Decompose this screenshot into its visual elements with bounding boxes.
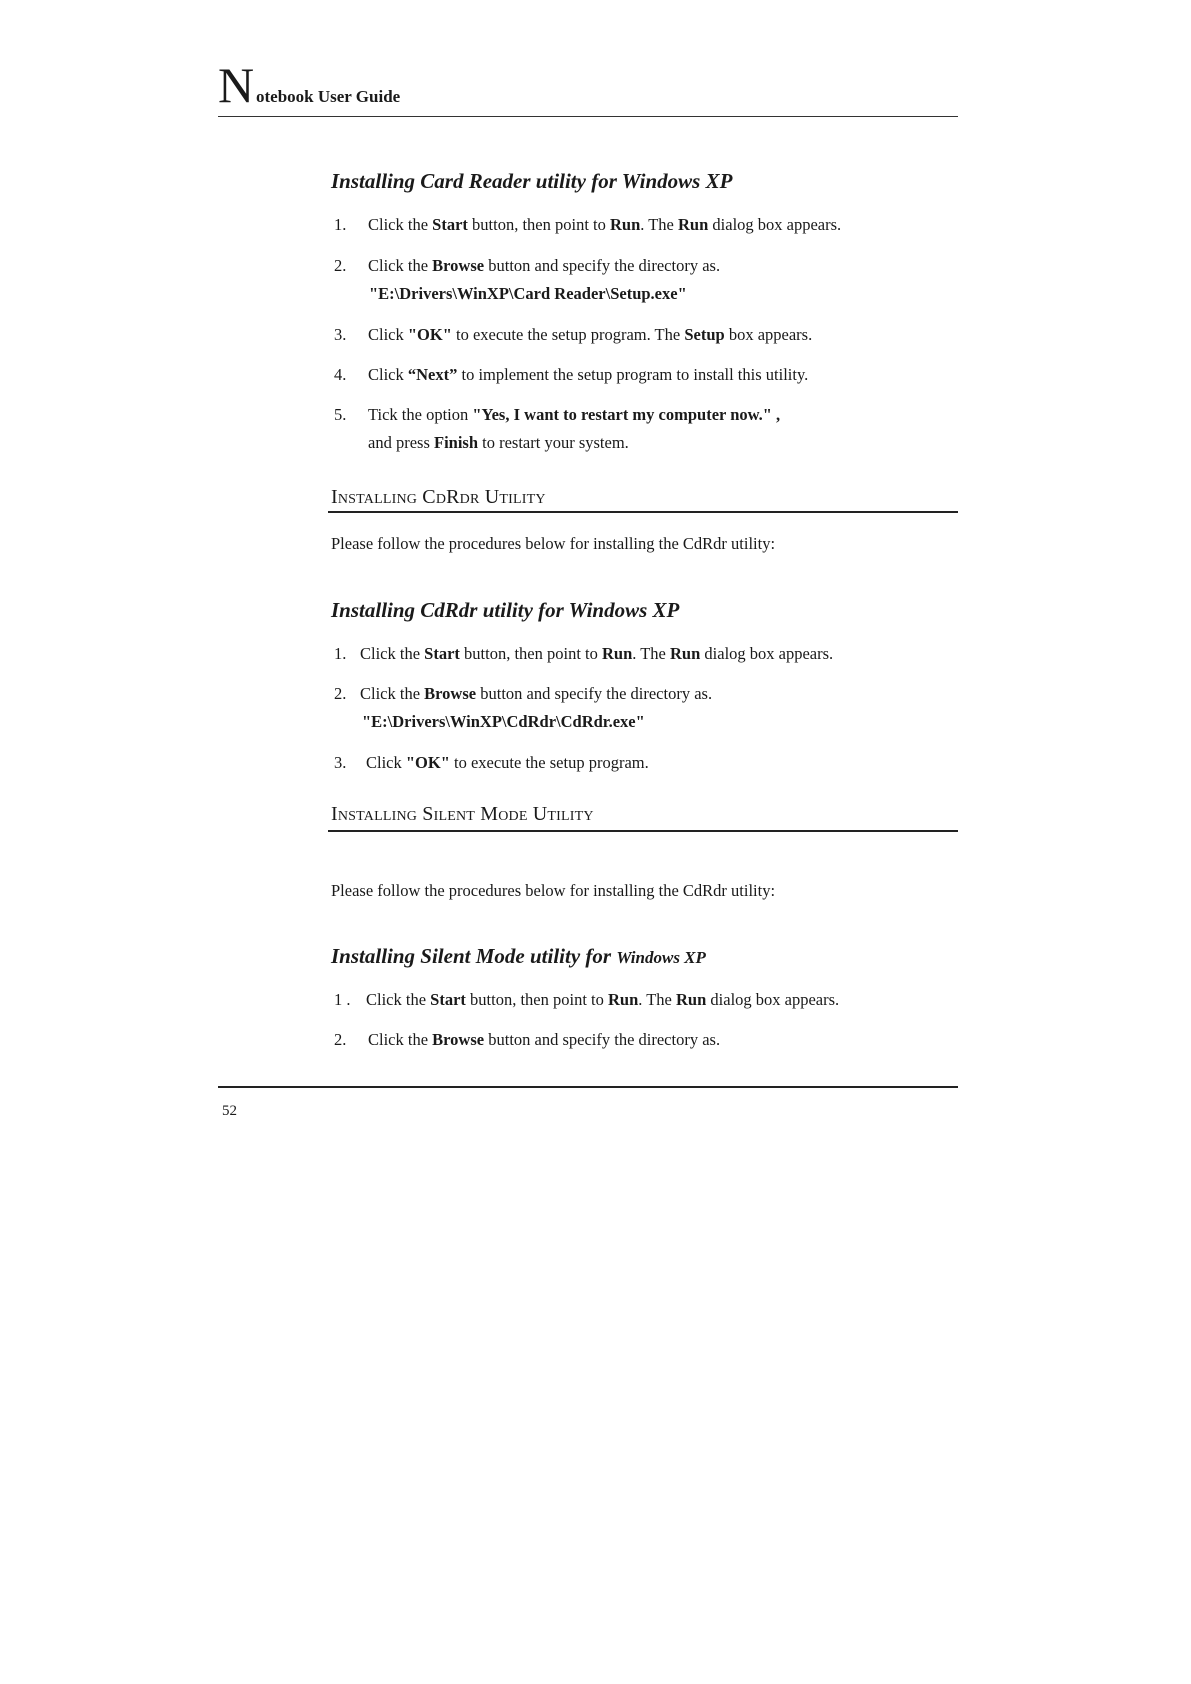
item-number: 3. (334, 753, 347, 772)
item-number: 4. (334, 365, 347, 384)
item-number: 3. (334, 325, 347, 344)
section-heading-silent-mode: Installing Silent Mode Utility (331, 803, 594, 825)
section-rule (328, 830, 958, 832)
list-item (334, 404, 954, 454)
directory-path: "E:\Drivers\WinXP\Card Reader\Setup.exe" (369, 284, 687, 303)
running-header (218, 57, 958, 116)
item-number: 2. (334, 684, 347, 703)
item-text: Tick the option "Yes, I want to restart my computer now." , (368, 405, 781, 424)
subheading-card-reader: Installing Card Reader utility for Windows XP (331, 169, 733, 193)
item-number: 2. (334, 1030, 347, 1049)
section-heading-cdrdr: Installing CdRdr Utility (331, 486, 546, 508)
item-text: Click “Next” to implement the setup program to install this utility. (368, 365, 809, 384)
footer-rule (218, 1086, 958, 1088)
list-item (334, 1029, 954, 1051)
item-number: 1. (334, 644, 347, 663)
item-number: 1. (334, 215, 347, 234)
list-item (334, 989, 954, 1011)
list-item (334, 364, 954, 386)
item-text: Click the Start button, then point to Run. The Run dialog box appears. (360, 644, 834, 663)
list-item (334, 255, 954, 277)
section-rule (328, 511, 958, 513)
item-text: Click the Browse button and specify the directory as. (360, 684, 713, 703)
directory-path: "E:\Drivers\WinXP\CdRdr\CdRdr.exe" (362, 712, 645, 731)
item-text: Click the Start button, then point to Run. The Run dialog box appears. (366, 990, 840, 1009)
item-text: Click the Browse button and specify the directory as. (368, 256, 721, 275)
header-rule (218, 116, 958, 117)
intro-paragraph: Please follow the procedures below for installing the CdRdr utility: (331, 534, 776, 553)
item-number: 2. (334, 256, 347, 275)
list-item (334, 643, 954, 665)
list-item (334, 214, 954, 236)
header-initial: N (218, 57, 255, 113)
list-item (334, 324, 954, 346)
page-number: 52 (222, 1103, 237, 1119)
subheading-cdrdr: Installing CdRdr utility for Windows XP (331, 598, 680, 622)
item-text: Click "OK" to execute the setup program. The Setup box appears. (368, 325, 813, 344)
list-item (334, 752, 954, 774)
subheading-silent-mode: Installing Silent Mode utility for Windows XP (331, 944, 706, 968)
header-title: otebook User Guide (256, 87, 401, 106)
item-number: 5. (334, 405, 347, 424)
item-text: Click "OK" to execute the setup program. (366, 753, 649, 772)
item-text-continued: and press Finish to restart your system. (368, 433, 629, 452)
item-text: Click the Browse button and specify the directory as. (368, 1030, 721, 1049)
item-number: 1 . (334, 990, 351, 1009)
item-text: Click the Start button, then point to Run. The Run dialog box appears. (368, 215, 842, 234)
intro-paragraph: Please follow the procedures below for installing the CdRdr utility: (331, 881, 776, 900)
list-item (334, 683, 954, 705)
